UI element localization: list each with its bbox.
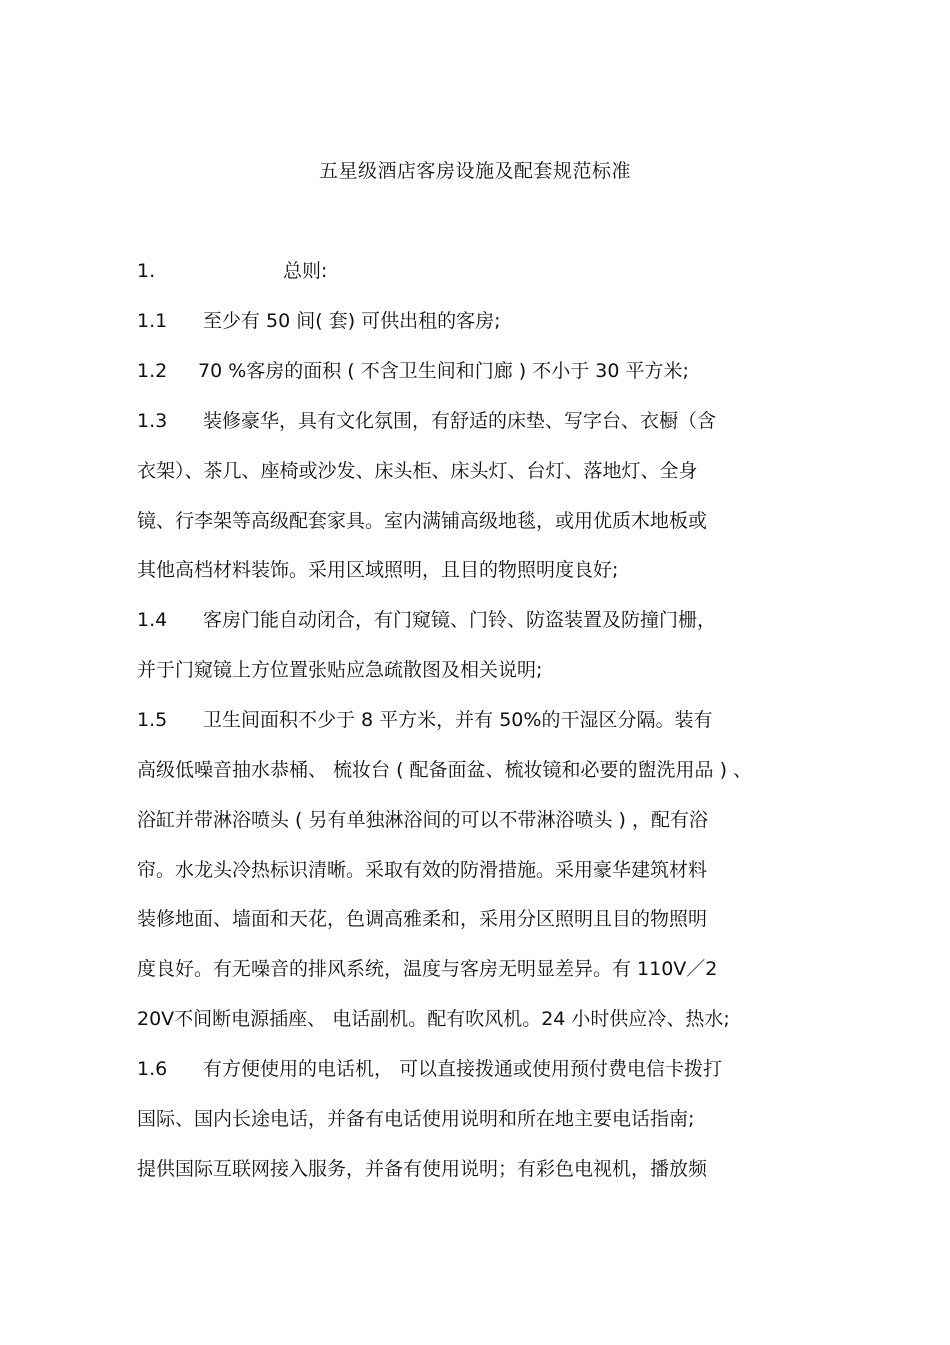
line-text: 高级低噪音抽水恭桶、 梳妆台 ( 配备面盆、梳妆镜和必要的盥洗用品 ) 、 (137, 759, 753, 781)
clause-line (137, 1054, 722, 1084)
clause-continuation (137, 855, 707, 885)
line-text: 帘。水龙头冷热标识清晰。采取有效的防滑措施。采用豪华建筑材料 (137, 859, 708, 881)
line-text: 浴缸并带淋浴喷头 ( 另有单独淋浴间的可以不带淋浴喷头 ) ，配有浴 (137, 809, 708, 831)
clause-number: 1.2 (137, 360, 168, 382)
line-text: 70 %客房的面积 ( 不含卫生间和门廊 ) 不小于 30 平方米; (198, 360, 689, 382)
clause-continuation (137, 1154, 707, 1184)
clause-number: 1.3 (137, 410, 168, 432)
line-text: 20V不间断电源插座、 电话副机。配有吹风机。24 小时供应冷、热水; (137, 1008, 730, 1030)
clause-continuation (137, 755, 752, 785)
line-text: 镜、行李架等高级配套家具。室内满铺高级地毯，或用优质木地板或 (137, 510, 708, 532)
clause-continuation (137, 805, 708, 835)
line-text: 有方便使用的电话机， 可以直接拨通或使用预付费电信卡拨打 (203, 1058, 723, 1080)
line-text: 衣架）、茶几、座椅或沙发、床头柜、床头灯、台灯、落地灯、全身 (137, 460, 698, 482)
clause-line (137, 406, 716, 436)
clause-continuation (137, 904, 707, 934)
clause-continuation (137, 1004, 730, 1034)
clause-line (137, 705, 712, 735)
section-heading (137, 256, 327, 286)
clause-line (137, 605, 716, 635)
line-text: 度良好。有无噪音的排风系统，温度与客房无明显差异。有 110V／2 (137, 958, 718, 980)
clause-continuation (137, 655, 542, 685)
line-text: 国际、国内长途电话，并备有电话使用说明和所在地主要电话指南; (137, 1108, 695, 1130)
clause-line (137, 356, 689, 386)
clause-continuation (137, 456, 698, 486)
clause-continuation (137, 555, 618, 585)
line-text: 装修地面、墙面和天花，色调高雅柔和，采用分区照明且目的物照明 (137, 908, 708, 930)
line-text: 客房门能自动闭合，有门窥镜、门铃、防盗装置及防撞门栅， (203, 609, 717, 631)
line-text: 装修豪华，具有文化氛围，有舒适的床垫、写字台、衣橱（含 (203, 410, 717, 432)
line-text: 提供国际互联网接入服务，并备有使用说明；有彩色电视机，播放频 (137, 1158, 708, 1180)
clause-continuation (137, 1104, 694, 1134)
clause-number: 1.4 (137, 609, 168, 631)
line-text: 卫生间面积不少于 8 平方米，并有 50%的干湿区分隔。装有 (203, 709, 713, 731)
document-title: 五星级酒店客房设施及配套规范标准 (318, 160, 631, 182)
line-text: 至少有 50 间( 套) 可供出租的客房; (203, 310, 501, 332)
clause-continuation (137, 506, 707, 536)
clause-number: 1.6 (137, 1058, 168, 1080)
clause-number: 1.1 (137, 310, 168, 332)
clause-continuation (137, 954, 717, 984)
line-text: 其他高档材料装饰。采用区域照明，且目的物照明度良好; (137, 559, 619, 581)
line-text: 并于门窥镜上方位置张贴应急疏散图及相关说明; (137, 659, 543, 681)
line-text: 总则: (283, 260, 328, 282)
clause-line (137, 306, 501, 336)
clause-number: 1.5 (137, 709, 168, 731)
section-number: 1. (137, 260, 156, 282)
